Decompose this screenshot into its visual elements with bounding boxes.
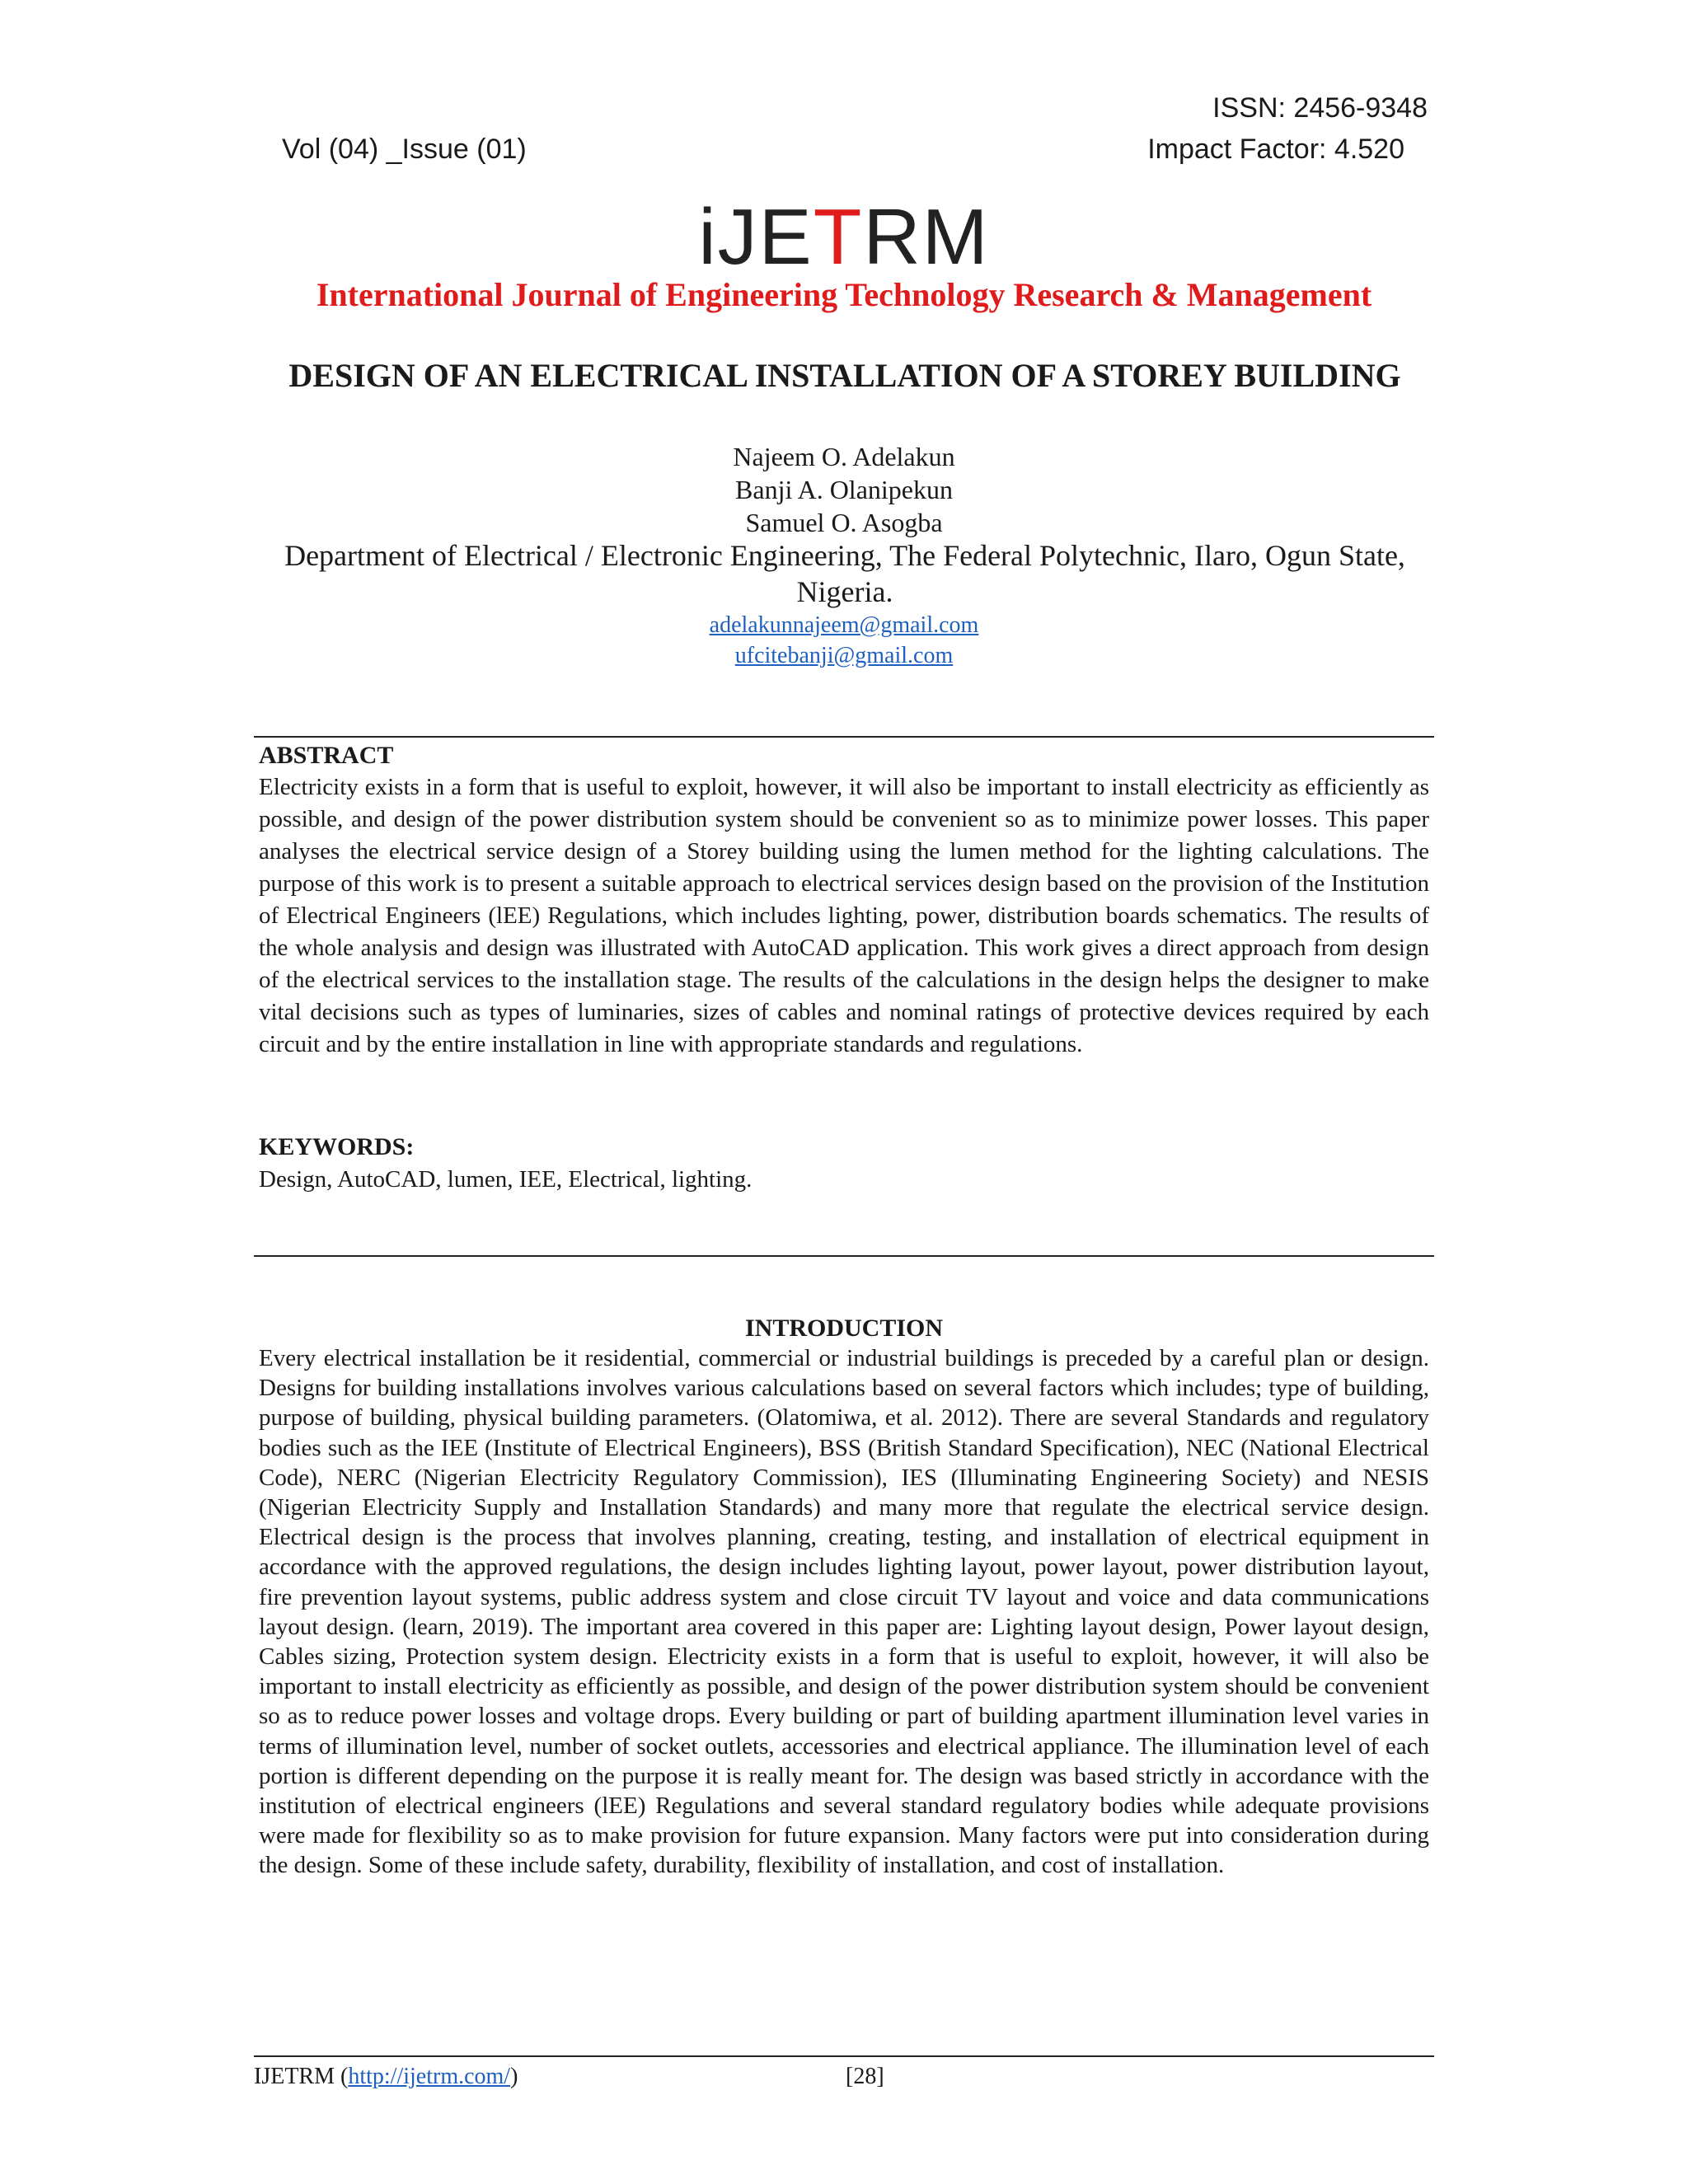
- abstract-text: Electricity exists in a form that is useful to exploit, however, it will also be important to install electricity as efficiently as possible, and design of the power distribution system should be convenient so as to minimize power losses. This paper analyses the electrical service design of a Storey building using the lumen method for the lighting calculations. The purpose of this work is to present a suitable approach to electrical services design based on the provision of the Institution of Electrical Engineers (lEE) Regulations, which includes lighting, power, distribution boards schematics. The results of the whole analysis and design was illustrated with AutoCAD application. This work gives a direct approach from design of the electrical services to the installation stage. The results of the calculations in the design helps the designer to make vital decisions such as types of luminaries, sizes of cables and nominal ratings of protective devices required by each circuit and by the entire installation in line with appropriate standards and regulations.: [259, 774, 1429, 1057]
- impact-factor: Impact Factor: 4.520: [1147, 134, 1404, 165]
- keywords-section: [259, 1131, 1429, 1196]
- footer-divider: [254, 2055, 1434, 2057]
- introduction-section: [259, 1314, 1429, 1881]
- journal-logo: [0, 193, 1688, 281]
- footer-close: ): [510, 2064, 518, 2089]
- email-link[interactable]: adelakunnajeem@gmail.com: [709, 612, 979, 638]
- author-name: Banji A. Olanipekun: [735, 475, 953, 504]
- divider: [254, 1255, 1434, 1257]
- keywords-heading: KEYWORDS:: [259, 1133, 415, 1160]
- paper-title: DESIGN OF AN ELECTRICAL INSTALLATION OF A STOREY BUILDING: [288, 357, 1401, 394]
- email-list: [0, 610, 1688, 671]
- author-name: Najeem O. Adelakun: [733, 442, 955, 471]
- author-name: Samuel O. Asogba: [745, 508, 943, 537]
- introduction-text: Every electrical installation be it residential, commercial or industrial buildings is preceded by a careful plan or design. Designs for building installations involves various calculations based on several factors which includes; type of building, purpose of building, physical building parameters. (Olatomiwa, et al. 2012). There are several Standards and regulatory bodies such as the IEE (Institute of Electrical Engineers), BSS (British Standard Specification), NEC (National Electrical Code), NERC (Nigerian Electricity Regulatory Commission), IES (Illuminating Engineering Society) and NESIS (Nigerian Electricity Supply and Installation Standards) and many more that regulate the electrical service design. Electrical design is the process that involves planning, creating, testing, and installation of electrical equipment in accordance with the approved regulations, the design includes lighting layout, power layout, power distribution layout, fire prevention layout systems, public address system and close circuit TV layout and voice and data communications layout design. (learn, 2019). The important area covered in this paper are: Lighting layout design, Power layout design, Cables sizing, Protection system design. Electricity exists in a form that is useful to exploit, however, it will also be important to install electricity as efficiently as possible, and design of the power distribution system should be convenient so as to reduce power losses and voltage drops. Every building or part of building apartment illumination level varies in terms of illumination level, number of socket outlets, accessories and electrical appliance. The illumination level of each portion is different depending on the purpose it is really meant for. The design was based strictly in accordance with the institution of electrical engineers (lEE) Regulations and several standard regulatory bodies while adequate provisions were made for flexibility so as to make provision for future expansion. Many factors were put into consideration during the design. Some of these include safety, durability, flexibility of installation, and cost of installation.: [259, 1345, 1429, 1879]
- author-list: [0, 440, 1688, 539]
- logo-suffix: RM: [863, 193, 990, 281]
- footer-link[interactable]: http://ijetrm.com/: [348, 2064, 511, 2089]
- abstract-section: [259, 740, 1429, 1061]
- abstract-heading: ABSTRACT: [259, 742, 394, 769]
- volume-issue: Vol (04) _Issue (01): [282, 134, 527, 165]
- introduction-heading: INTRODUCTION: [744, 1315, 944, 1342]
- divider: [254, 736, 1434, 738]
- issn: ISSN: 2456-9348: [1212, 92, 1428, 124]
- logo-highlight: T: [813, 193, 864, 281]
- page-number: [28]: [846, 2064, 884, 2089]
- footer-journal-label: IJETRM (: [254, 2064, 349, 2089]
- keywords-text: Design, AutoCAD, lumen, IEE, Electrical, lighting.: [259, 1166, 753, 1193]
- email-link[interactable]: ufcitebanji@gmail.com: [734, 643, 954, 668]
- journal-name: International Journal of Engineering Technology Research & Management: [316, 276, 1372, 313]
- footer-journal: [254, 2064, 518, 2090]
- logo-prefix: iJE: [698, 193, 814, 281]
- affiliation: Department of Electrical / Electronic Engineering, The Federal Polytechnic, Ilaro, Ogun State, Nigeria.: [284, 539, 1405, 608]
